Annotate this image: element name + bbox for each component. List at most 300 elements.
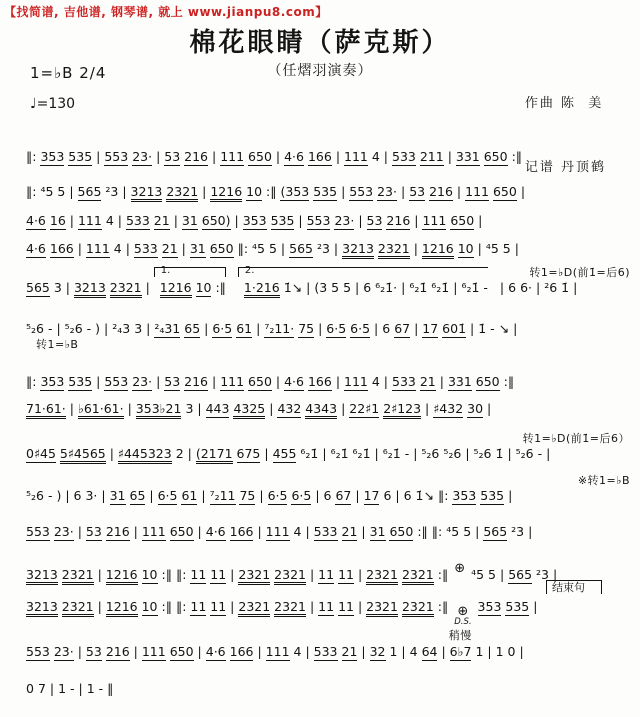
notation-token: ⁵₂6	[64, 321, 83, 336]
notation-token: 6·5	[326, 321, 347, 336]
notation-token: |	[318, 321, 323, 336]
notation-token: -	[483, 280, 488, 295]
notation-token: 4	[371, 149, 380, 164]
notation-token: |	[514, 241, 519, 256]
notation-token: 1	[495, 644, 504, 659]
notation-token: 4	[293, 524, 302, 539]
notation-token: |	[65, 488, 70, 503]
notation-token: 75	[239, 488, 256, 503]
notation-token: ‖:	[437, 488, 449, 503]
notation-token: |	[305, 644, 310, 659]
notation-token: 2321	[274, 567, 306, 585]
notation-token: 535	[68, 374, 93, 389]
notation-token: 650	[169, 644, 194, 659]
notation-token: ²6	[544, 280, 558, 295]
notation-token: 6	[382, 321, 391, 336]
notation-token: :‖	[417, 524, 428, 539]
notation-token: 535	[480, 488, 505, 503]
notation-token: 4325	[233, 401, 265, 419]
notation-token: |	[77, 241, 82, 256]
notation-token: 2321	[366, 567, 398, 585]
notation-token: |	[546, 446, 551, 461]
notation-token: 111	[77, 213, 102, 228]
notation-token: 65	[184, 321, 201, 336]
notation-token: 111	[220, 374, 245, 389]
notation-token: 533	[133, 241, 158, 256]
notation-token: ⁴5	[40, 184, 54, 199]
notation-token: 61	[181, 488, 198, 503]
notation-token: |	[413, 446, 418, 461]
notation-token: 21	[341, 644, 358, 659]
tempo-marking: ♩=130	[30, 96, 76, 112]
notation-token: 211	[419, 149, 444, 164]
notation-token: 535	[270, 213, 295, 228]
notation-token: |	[361, 644, 366, 659]
notation-token: 650	[389, 524, 414, 539]
notation-token: ‖:	[237, 241, 249, 256]
notation-token: -	[98, 681, 104, 696]
notation-token: |	[69, 184, 74, 199]
notation-token: 4	[105, 213, 114, 228]
notation-token: :‖	[503, 374, 515, 389]
coda-ds-icon	[452, 605, 473, 627]
notation-token: ⁴5	[471, 567, 485, 582]
notation-token: 2321	[402, 567, 434, 585]
notation-token: |	[298, 213, 303, 228]
notation-token: ⁶₂1̇	[431, 280, 450, 295]
score-line-2	[26, 183, 630, 200]
notation-token: 0	[507, 644, 516, 659]
notation-token: ♯445323	[118, 446, 172, 464]
notation-token: 5	[57, 184, 66, 199]
notation-token: -	[404, 446, 410, 461]
notation-token: :‖	[161, 567, 172, 582]
notation-token: |	[156, 374, 161, 389]
notation-token: 565	[77, 184, 102, 199]
notation-token: 353♭21	[136, 401, 182, 419]
notation-token: ⁴5	[485, 241, 499, 256]
score-line-8	[26, 400, 630, 417]
notation-token: |	[77, 644, 82, 659]
notation-token: 353	[40, 374, 65, 389]
notation-token: 111	[344, 149, 368, 164]
notation-token: |	[269, 401, 274, 416]
notation-token: 111	[141, 524, 166, 539]
notation-token: 353	[242, 213, 267, 228]
notation-token: 1̇↘	[415, 488, 434, 503]
notation-token: 111	[265, 644, 290, 659]
notation-token: 11	[190, 599, 207, 614]
performer-subtitle: （任熠羽演奏）	[267, 63, 373, 79]
notation-token: 1216	[106, 599, 138, 617]
notation-token: ²₄31	[154, 321, 181, 336]
notation-token: 216	[386, 213, 411, 228]
notation-token: 4	[371, 374, 380, 389]
notation-token: 2321	[378, 241, 410, 259]
notation-token: ⁵₂6	[421, 446, 440, 461]
notation-token: 6	[383, 488, 392, 503]
notation-token: 565	[508, 567, 533, 582]
notation-token: |	[96, 149, 101, 164]
notation-token: 2	[175, 446, 184, 461]
notation-token: ‖:	[26, 374, 37, 389]
notation-token: 111	[220, 149, 245, 164]
notation-token: 61	[236, 321, 253, 336]
notation-token: |	[204, 321, 209, 336]
notation-token: 67	[335, 488, 352, 503]
notation-token: 1̇	[495, 446, 504, 461]
notation-token: 31	[109, 488, 126, 503]
notation-token: ⁶₂1̇	[382, 446, 401, 461]
score-line-9	[26, 432, 630, 462]
notation-token: 6·5	[212, 321, 233, 336]
notation-token: 2321	[238, 599, 270, 617]
notation-token: ⁵₂6	[515, 446, 534, 461]
notation-token: ²3	[511, 524, 525, 539]
notation-token: |	[69, 401, 74, 416]
notation-token: |	[528, 524, 533, 539]
notation-token: 4	[113, 241, 122, 256]
notation-token: |	[358, 213, 363, 228]
notation-token: |	[357, 567, 363, 582]
notation-token: 331	[455, 149, 480, 164]
score-line-7	[26, 373, 630, 390]
modulation-note: 转1=♭D(前1̇=后6)	[529, 266, 630, 279]
notation-token: |	[383, 149, 389, 164]
notation-token: |	[97, 567, 102, 582]
notation-token: 111	[265, 524, 290, 539]
notation-token: |	[197, 401, 202, 416]
notation-token: 565	[26, 280, 50, 295]
notation-token: 353	[477, 599, 502, 614]
notation-token: 1216	[106, 567, 138, 585]
notation-token: |	[573, 280, 578, 295]
notation-token: 6	[508, 280, 517, 295]
notation-token: 216	[429, 184, 453, 199]
notation-token: ♭61·61·	[78, 401, 124, 419]
notation-token: 1̇	[561, 280, 570, 295]
notation-token: 10	[141, 567, 158, 582]
notation-token: 166	[229, 524, 254, 539]
notation-token: -	[70, 681, 75, 696]
notation-token: 17	[422, 321, 439, 336]
notation-token: |	[315, 488, 320, 503]
notation-token: 1216	[210, 184, 242, 202]
notation-token: (353	[280, 184, 310, 199]
notation-token: )	[56, 488, 62, 503]
ending-phrase-label: 结束句	[546, 580, 602, 594]
notation-token: 1̇↘	[283, 280, 303, 295]
notation-token: |	[552, 567, 558, 582]
notation-token: 2321	[62, 567, 94, 585]
score-line-6	[26, 320, 630, 351]
notation-token: 650	[248, 374, 272, 389]
notation-token: |	[499, 280, 505, 295]
notation-token: ⁶₂1̇	[461, 280, 480, 295]
notation-token: |	[487, 401, 492, 416]
notation-token: 3213	[26, 567, 58, 585]
notation-token: 2321	[274, 599, 306, 617]
notation-token: 4·6	[26, 241, 46, 256]
notation-token: ⁶₂1̇	[330, 446, 349, 461]
notation-token: 1216	[160, 280, 192, 298]
notation-token: 0	[26, 681, 34, 696]
notation-token: 53	[409, 184, 426, 199]
notation-token: 6·5	[267, 488, 288, 503]
notation-token: :‖	[437, 599, 449, 614]
notation-token: ‖:	[175, 599, 187, 614]
score-line-5	[26, 265, 630, 296]
notation-token: ⁴5	[252, 241, 265, 256]
notation-token: 23·	[334, 213, 355, 228]
notation-token: ⁷₂11·	[264, 321, 295, 336]
notation-token: 533	[392, 149, 416, 164]
notation-token: 23·	[377, 184, 397, 199]
notation-token: -	[537, 446, 543, 461]
notation-token: |	[401, 280, 406, 295]
notation-token: |	[49, 681, 55, 696]
score-line-14	[26, 629, 630, 660]
notation-token: |	[280, 241, 286, 256]
notation-token: |	[101, 488, 106, 503]
notation-token: |	[374, 446, 379, 461]
notation-token: |	[77, 524, 82, 539]
notation-token: ²3	[536, 567, 549, 582]
notation-token: |	[322, 446, 327, 461]
notation-token: 3·	[85, 488, 98, 503]
notation-token: 216	[184, 374, 209, 389]
notation-token: 17	[363, 488, 380, 503]
notation-token: |	[173, 213, 178, 228]
notation-token: |	[335, 149, 341, 164]
notation-token: |	[341, 401, 346, 416]
notation-token: 166	[49, 241, 74, 256]
notation-token: 5	[502, 241, 511, 256]
notation-token: 535	[68, 149, 93, 164]
notation-token: |	[78, 681, 83, 696]
notation-token: -	[47, 321, 53, 336]
notation-token: ²3	[316, 241, 330, 256]
notation-token: 3213	[26, 599, 58, 617]
notation-token: 10	[246, 184, 263, 199]
notation-token: 650)	[201, 213, 231, 228]
notation-token: ⁵₂6	[443, 446, 462, 461]
notation-token: (3	[314, 280, 328, 295]
notation-token: 5	[331, 280, 340, 295]
notation-token: 11	[338, 567, 354, 582]
notation-token: |	[475, 524, 480, 539]
notation-token: 553	[306, 213, 331, 228]
ds-label: D.S.	[454, 617, 472, 627]
notation-token: 23·	[132, 149, 153, 164]
notation-token: |	[414, 213, 419, 228]
notation-token: 1216	[422, 241, 454, 259]
notation-token: 65	[129, 488, 146, 503]
notation-token: ‖:	[26, 149, 37, 164]
notation-token: |	[230, 599, 235, 614]
notation-token: 216	[105, 644, 130, 659]
notation-token: 5	[463, 524, 472, 539]
notation-token: 53	[164, 374, 181, 389]
notation-token: 535	[313, 184, 338, 199]
notation-token: 53	[164, 149, 181, 164]
notation-token: |	[441, 644, 446, 659]
notation-token: 675	[236, 446, 261, 461]
notation-token: 1	[389, 644, 398, 659]
notation-token: ♯432	[433, 401, 464, 416]
notation-token: 23·	[53, 644, 74, 659]
notation-token: 455	[272, 446, 297, 461]
notation-token: 53	[85, 644, 102, 659]
notation-token: |	[533, 599, 538, 614]
notation-token: 21	[153, 213, 170, 228]
score-line-15	[26, 680, 630, 697]
credit-transcriber: 记谱 丹顶鹤	[524, 160, 606, 176]
notation-token: 533	[392, 374, 416, 389]
notation-token: |	[96, 374, 101, 389]
score-line-10	[26, 474, 630, 504]
notation-token: 4·6	[205, 524, 226, 539]
notation-token: -	[86, 321, 92, 336]
notation-token: 23·	[132, 374, 153, 389]
notation-token: 650	[169, 524, 194, 539]
notation-token: |	[361, 524, 366, 539]
notation-token: |	[109, 446, 114, 461]
notation-token: |	[257, 644, 262, 659]
notation-token: |	[513, 321, 518, 336]
notation-token: ⁶₂1̇	[300, 446, 319, 461]
volta-label: 1.	[160, 265, 171, 276]
notation-token: 1·216	[244, 280, 280, 298]
modulation-note: 转1=♭B	[36, 338, 79, 351]
score-line-12	[26, 560, 630, 583]
notation-token: 565	[289, 241, 313, 256]
notation-token: |	[306, 280, 311, 295]
notation-token: |	[478, 213, 483, 228]
notation-token: :‖	[437, 567, 449, 582]
notation-token: 601̇	[442, 321, 467, 336]
notation-token: 6	[363, 280, 372, 295]
notation-token: 6	[403, 488, 412, 503]
notation-token: 111	[422, 213, 447, 228]
notation-token: ⁶₂1̇	[352, 446, 371, 461]
notation-token: 650	[209, 241, 234, 256]
notation-token: |	[453, 280, 458, 295]
notation-token: 11	[210, 567, 227, 582]
notation-token: |	[400, 184, 406, 199]
notation-token: ⁶₂1̇·	[375, 280, 398, 295]
notation-token: |	[507, 446, 512, 461]
notation-token: 650	[483, 149, 508, 164]
notation-token: 3213	[131, 184, 163, 202]
notation-token: 1	[58, 681, 67, 696]
modulation-note: ※转1=♭B	[577, 474, 630, 487]
notation-token: 650	[492, 184, 517, 199]
notation-token: ‖:	[26, 184, 37, 199]
notation-token: |	[374, 321, 379, 336]
notation-token: 0♯45	[26, 446, 56, 461]
notation-token: |	[97, 599, 102, 614]
notation-token: |	[257, 524, 262, 539]
notation-token: 565	[483, 524, 508, 539]
notation-token: ‖:	[431, 524, 443, 539]
notation-token: 5	[268, 241, 277, 256]
notation-token: 22♯1	[349, 401, 380, 416]
notation-token: 3	[53, 280, 62, 295]
score-line-1	[26, 148, 630, 165]
notation-token: |	[425, 401, 430, 416]
notation-token: |	[69, 213, 74, 228]
notation-token: 111	[344, 374, 368, 389]
notation-token: ²₄3	[112, 321, 131, 336]
notation-token: 3213	[74, 280, 106, 298]
notation-token: |	[519, 644, 524, 659]
notation-token: |	[456, 184, 462, 199]
notation-token: |	[275, 149, 281, 164]
notation-token: 443	[205, 401, 230, 416]
notation-token: |	[414, 321, 419, 336]
notation-token: |	[146, 321, 151, 336]
notation-token: 32	[369, 644, 386, 659]
notation-token: 111	[85, 241, 110, 256]
notation-token: |	[122, 184, 127, 199]
notation-token: :‖	[511, 149, 523, 164]
notation-token: ‖:	[175, 567, 187, 582]
notation-token: |	[477, 241, 482, 256]
notation-token: 533	[125, 213, 150, 228]
notation-token: 650	[475, 374, 500, 389]
notation-token: 650	[450, 213, 475, 228]
notation-token: 553	[104, 374, 129, 389]
score	[26, 148, 630, 710]
notation-token: |	[357, 599, 363, 614]
notation-token: 21	[161, 241, 178, 256]
volta-label: 2.	[244, 265, 255, 276]
notation-token: 10	[195, 280, 212, 295]
notation-token: 2321	[366, 599, 398, 617]
notation-token: 6	[323, 488, 332, 503]
notation-token: 2321	[166, 184, 198, 202]
notation-token: 5	[488, 567, 496, 582]
notation-token: |	[133, 644, 138, 659]
notation-token: )	[95, 321, 101, 336]
notation-token: ⁴5	[446, 524, 460, 539]
notation-token: 11	[318, 567, 335, 582]
notation-token: 2321	[238, 567, 270, 585]
notation-token: 4·6	[26, 213, 46, 228]
coda-icon: ⊕	[454, 561, 466, 576]
notation-token: -	[490, 321, 495, 336]
notation-token: |	[355, 280, 360, 295]
notation-token: |	[104, 321, 109, 336]
notation-token: |	[56, 321, 61, 336]
notation-token: 535	[505, 599, 530, 614]
notation-token: :‖	[161, 599, 172, 614]
notation-token: |	[355, 488, 360, 503]
notation-token: |	[256, 321, 261, 336]
notation-token: |	[230, 567, 235, 582]
notation-token: 166	[307, 374, 332, 389]
notation-token: 7	[37, 681, 46, 696]
notation-token: (2171	[196, 446, 233, 464]
notation-token: 67	[394, 321, 411, 336]
notation-token: |	[145, 280, 150, 295]
score-line-4	[26, 240, 630, 257]
notation-token: 53	[85, 524, 102, 539]
notation-token: |	[470, 321, 475, 336]
notation-token: 21	[419, 374, 436, 389]
notation-token: ²3	[105, 184, 119, 199]
